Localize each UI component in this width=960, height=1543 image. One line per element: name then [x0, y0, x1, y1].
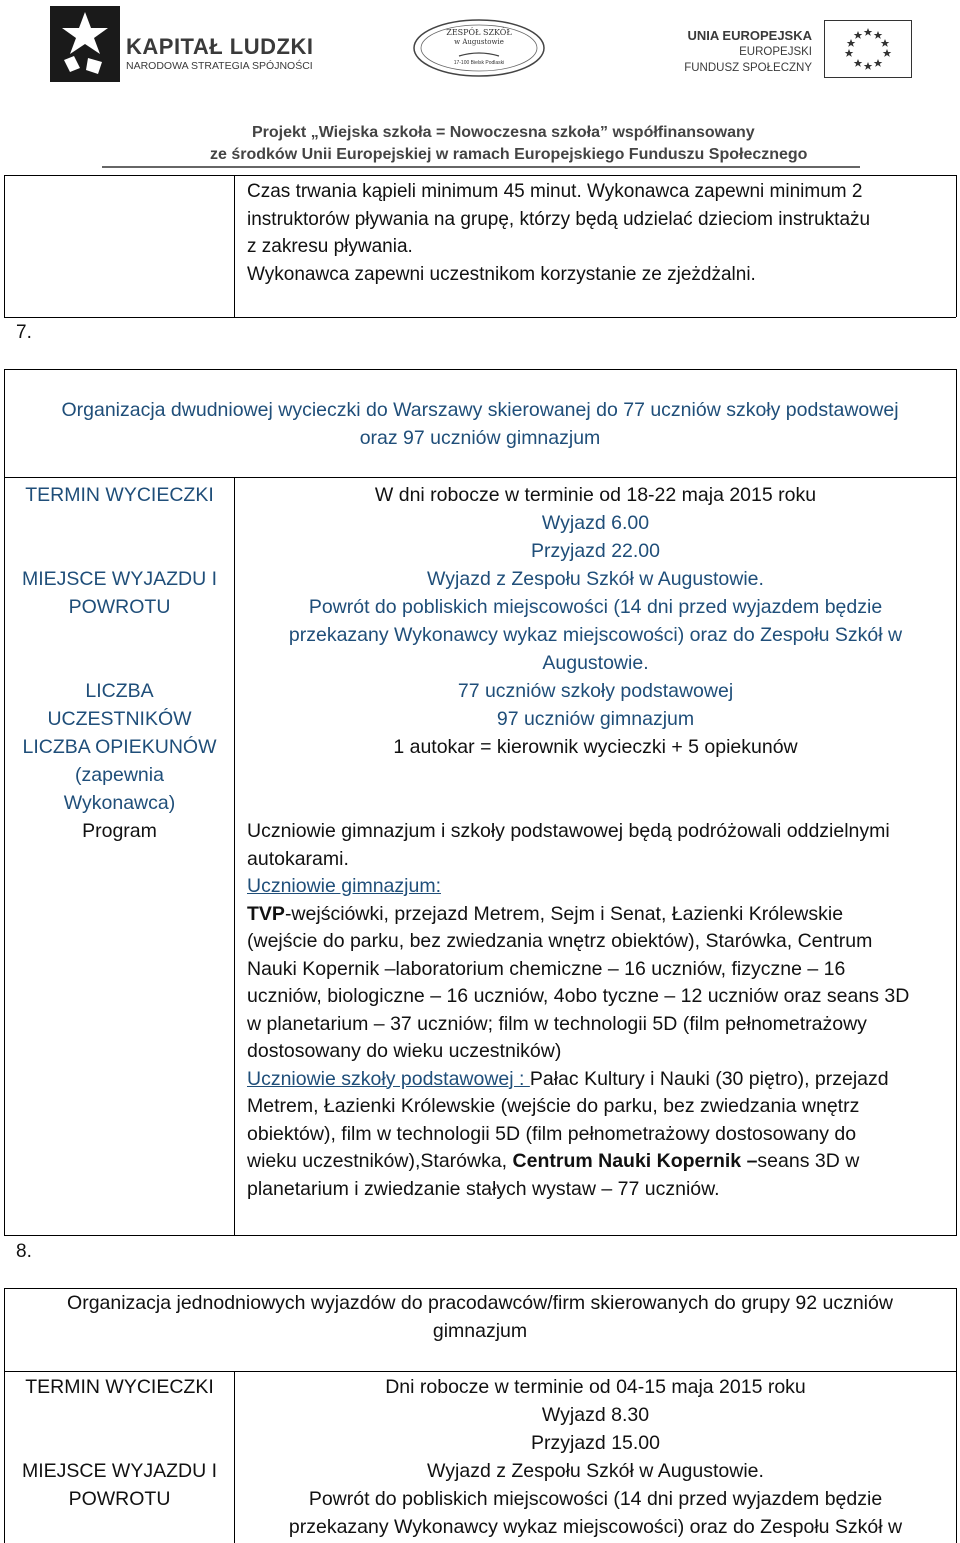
- s7-right-border: [956, 175, 957, 317]
- program-text: [247, 818, 952, 1203]
- s8-right-border: [956, 369, 957, 1235]
- gim-heading: Uczniowie gimnazjum:: [247, 875, 441, 897]
- s9-label-miejsce-1: MIEJSCE WYJAZDU I: [21, 1460, 217, 1482]
- s9-value-wyjazd: Wyjazd 8.30: [541, 1404, 650, 1426]
- seal-line1: ZESPÓŁ SZKÓŁ: [446, 28, 512, 37]
- s8-title: [4, 397, 956, 452]
- sp-line-3: obiektów), film w technologii 5D (film pełnometrażowy dostosowany do: [247, 1122, 857, 1145]
- value-miejsce-1: Wyjazd z Zespołu Szkół w Augustowie.: [427, 568, 764, 590]
- s9-title-divider: [4, 1371, 957, 1372]
- sp-line-4-bold: Centrum Nauki Kopernik –: [512, 1150, 758, 1172]
- kapital-ludzki-logo: [50, 6, 320, 84]
- s8-title-line1: Organizacja dwudniowej wycieczki do Warszawy skierowanej do 77 uczniów szkoły podstawowej: [61, 399, 899, 421]
- s7-bottom-border: [4, 317, 956, 318]
- project-line-1: Projekt „Wiejska szkoła = Nowoczesna szkoła” współfinansowany: [252, 124, 755, 141]
- gim-line-6: dostosowany do wieku uczestników): [247, 1040, 562, 1062]
- s9-value-termin: Dni robocze w terminie od 04-15 maja 2015 roku: [385, 1376, 806, 1398]
- value-miejsce-3: przekazany Wykonawcy wykaz miejscowości) oraz do Zespołu Szkół w: [288, 624, 903, 646]
- s9-value-przyjazd: Przyjazd 15.00: [531, 1432, 660, 1454]
- sp-line-2: Metrem, Łazienki Królewskie (wejście do parku, bez zwiedzania wnętrz: [247, 1095, 860, 1117]
- value-wyjazd: Wyjazd 6.00: [541, 512, 650, 534]
- program-intro-1: Uczniowie gimnazjum i szkoły podstawowej będą podróżowali oddzielnymi: [247, 820, 890, 842]
- sp-line-4: [247, 1148, 952, 1176]
- sp-line-1: [247, 1066, 952, 1094]
- value-liczba-1: 77 uczniów szkoły podstawowej: [457, 680, 734, 702]
- s9-label-miejsce-2: POWROTU: [68, 1488, 171, 1510]
- swim-line-3: z zakresu pływania.: [247, 236, 413, 257]
- gim-line-1: [247, 901, 952, 929]
- s7-top-border: [4, 175, 956, 176]
- s9-top-border: [4, 1288, 957, 1289]
- value-termin: W dni robocze w terminie od 18-22 maja 2015 roku: [374, 484, 817, 506]
- s7-mid-border: [234, 175, 235, 317]
- label-opiekun-3: Wykonawca): [63, 792, 176, 814]
- value-miejsce-4: Augustowie.: [542, 652, 649, 674]
- sp-line-1-rest: Pałac Kultury i Nauki (30 piętro), przejazd: [529, 1067, 889, 1090]
- gim-line-5: w planetarium – 37 uczniów; film w technologii 5D (film pełnometrażowy: [247, 1012, 867, 1035]
- label-liczba-2: UCZESTNIKÓW: [47, 708, 192, 730]
- s9-title-line2: gimnazjum: [432, 1319, 528, 1342]
- s9-label-termin: TERMIN WYCIECZKI: [25, 1376, 214, 1398]
- kapital-ludzki-emblem-icon: [50, 6, 120, 82]
- seal-line3: 17-100 Bielsk Podlaski: [453, 60, 505, 66]
- s9-value-miejsce-2: Powrót do pobliskich miejscowości (14 dni przed wyjazdem będzie: [308, 1488, 883, 1510]
- school-seal: [412, 18, 546, 78]
- s9-value-miejsce-3: przekazany Wykonawcy wykaz miejscowości) oraz do Zespołu Szkół w: [288, 1516, 903, 1538]
- eu-line3: FUNDUSZ SPOŁECZNY: [684, 62, 812, 74]
- gim-line-2: (wejście do parku, bez zwiedzania wnętrz obiektów), Starówka, Centrum: [247, 930, 873, 952]
- label-liczba-1: LICZBA: [85, 680, 154, 702]
- label-miejsce-2: POWROTU: [68, 596, 171, 618]
- value-przyjazd: Przyjazd 22.00: [531, 540, 660, 562]
- sp-line-4a: wieku uczestników),Starówka,: [247, 1150, 513, 1172]
- sp-line-4c: seans 3D w: [757, 1150, 860, 1172]
- section-number-8: 8.: [16, 1241, 32, 1262]
- eu-logo: [682, 14, 912, 86]
- s9-title: [4, 1290, 956, 1345]
- swim-line-1: Czas trwania kąpieli minimum 45 minut. Wykonawca zapewni minimum 2: [247, 181, 863, 202]
- program-intro-2: autokarami.: [247, 847, 349, 870]
- label-termin: TERMIN WYCIECZKI: [25, 484, 214, 506]
- kapital-ludzki-title: KAPITAŁ LUDZKI: [126, 34, 314, 59]
- s8-top-border: [4, 369, 957, 370]
- value-liczba-2: 97 uczniów gimnazjum: [496, 708, 695, 730]
- kapital-ludzki-subtitle: NARODOWA STRATEGIA SPÓJNOŚCI: [126, 60, 313, 72]
- value-miejsce-2: Powrót do pobliskich miejscowości (14 dni przed wyjazdem będzie: [308, 596, 883, 618]
- sp-line-5: planetarium i zwiedzanie stałych wystaw – 77 uczniów.: [247, 1177, 720, 1200]
- gim-line-3: Nauki Kopernik –laboratorium chemiczne – 16 uczniów, fizyczne – 16: [247, 957, 846, 980]
- sp-heading: Uczniowie szkoły podstawowej :: [247, 1067, 530, 1090]
- gim-line-1-rest: -wejściówki, przejazd Metrem, Sejm i Senat, Łazienki Królewskie: [284, 902, 844, 925]
- eu-line2: EUROPEJSKI: [739, 46, 812, 58]
- school-seal-ellipse-icon: [412, 18, 546, 78]
- eu-flag-icon: [824, 20, 912, 78]
- s9-right-border: [956, 1288, 957, 1543]
- swim-line-4: Wykonawca zapewni uczestnikom korzystanie ze zjeżdżalni.: [247, 263, 756, 285]
- s8-title-line2: oraz 97 uczniów gimnazjum: [359, 426, 601, 449]
- swim-text: [247, 178, 952, 288]
- label-opiekun-1: LICZBA OPIEKUNÓW: [22, 736, 217, 758]
- label-program: Program: [82, 820, 157, 842]
- gim-tvp: TVP: [247, 902, 285, 925]
- label-miejsce-1: MIEJSCE WYJAZDU I: [21, 568, 217, 590]
- label-opiekun-2: (zapewnia: [75, 764, 164, 786]
- eu-title: UNIA EUROPEJSKA: [687, 28, 812, 43]
- swim-line-2: instruktorów pływania na grupę, którzy będą udzielać dzieciom instruktażu: [247, 208, 871, 230]
- header-underline: [102, 166, 860, 168]
- seal-line2: w Augustowie: [454, 38, 504, 46]
- s9-title-line1: Organizacja jednodniowych wyjazdów do pracodawców/firm skierowanych do grupy 92 uczniów: [67, 1292, 893, 1314]
- project-line-2: ze środków Unii Europejskiej w ramach Europejskiego Funduszu Społecznego: [210, 146, 808, 163]
- s7-left-border: [4, 175, 5, 317]
- s8-title-divider: [4, 477, 957, 478]
- value-opiekunowie: 1 autokar = kierownik wycieczki + 5 opiekunów: [393, 736, 798, 758]
- section-number-7: 7.: [16, 322, 32, 343]
- s9-value-miejsce-1: Wyjazd z Zespołu Szkół w Augustowie.: [427, 1460, 764, 1482]
- gim-line-4: uczniów, biologiczne – 16 uczniów, 4obo tyczne – 12 uczniów oraz seans 3D: [247, 985, 910, 1007]
- s8-bottom-border: [4, 1235, 957, 1236]
